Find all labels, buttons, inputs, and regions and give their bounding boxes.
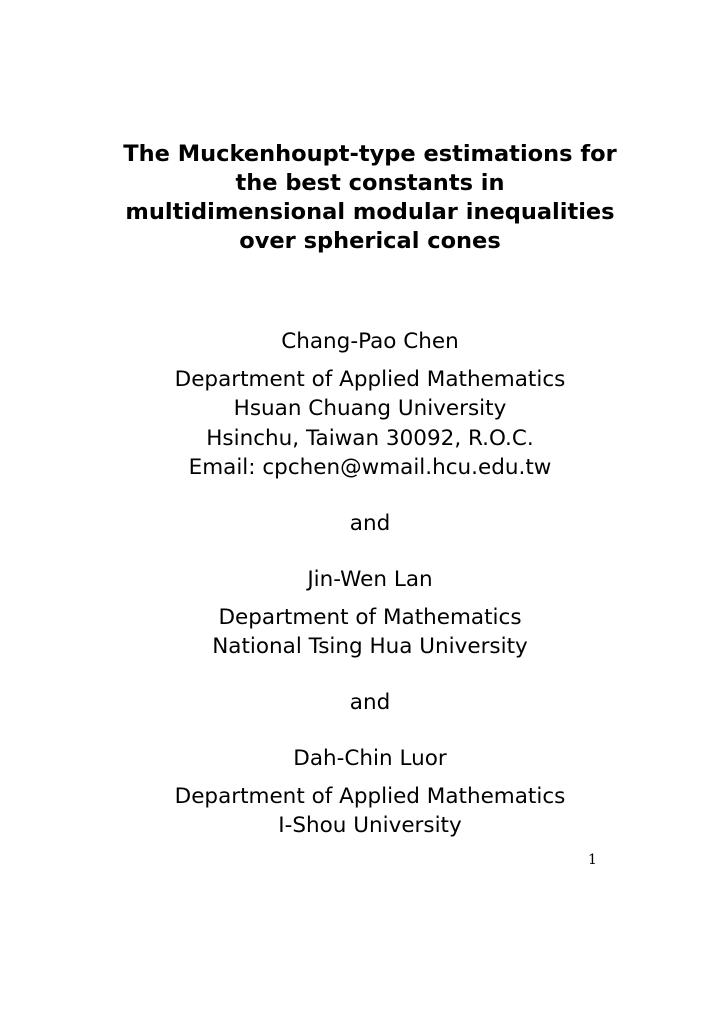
author-name: Dah-Chin Luor	[293, 746, 447, 771]
title-line-4: over spherical cones	[239, 228, 501, 254]
author-address: Hsinchu, Taiwan 30092, R.O.C.	[206, 426, 534, 451]
author-name: Chang-Pao Chen	[281, 329, 459, 354]
separator-and: and	[349, 511, 391, 536]
author-university: I-Shou University	[278, 813, 462, 838]
author-university: Hsuan Chuang University	[233, 396, 507, 421]
author-department: Department of Applied Mathematics	[174, 367, 566, 392]
separator-and: and	[349, 690, 391, 715]
page-number: 1	[588, 852, 597, 868]
author-university: National Tsing Hua University	[212, 634, 528, 659]
title-line-3: multidimensional modular inequalities	[125, 199, 615, 225]
paper-title	[60, 140, 680, 256]
author-department: Department of Applied Mathematics	[174, 784, 566, 809]
title-line-2: the best constants in	[235, 170, 505, 196]
author-email: Email: cpchen@wmail.hcu.edu.tw	[188, 455, 552, 480]
title-line-1: The Muckenhoupt-type estimations for	[123, 141, 617, 167]
author-department: Department of Mathematics	[218, 605, 522, 630]
author-name: Jin-Wen Lan	[307, 567, 433, 592]
